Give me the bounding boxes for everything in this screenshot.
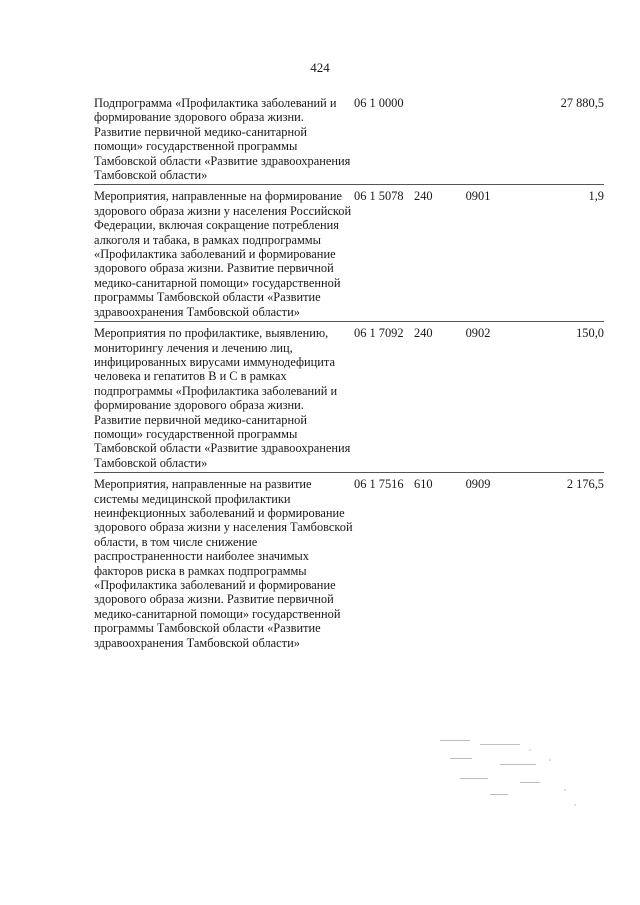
row-code: 06 1 7092 (354, 322, 414, 473)
row-rz (448, 92, 478, 185)
row-rz: 09 (448, 473, 478, 652)
row-vr (414, 92, 448, 185)
table-row (94, 92, 604, 185)
row-amount: 2 176,5 (498, 473, 604, 652)
row-pr (478, 92, 498, 185)
row-code: 06 1 7516 (354, 473, 414, 652)
row-rz: 09 (448, 322, 478, 473)
row-name: Мероприятия по профилактике, выявлению, мониторингу лечения и лечению лиц, инфицированных вирусами иммунодефицита человека и гепатитов В и С в рамках подпрограммы «Профилактика заболеваний и формирование здорового образа жизни. Развитие первичной медико-санитарной помощи» государственной программы Тамбовской области «Развитие здравоохранения Тамбовской области» (94, 322, 354, 473)
row-name: Мероприятия, направленные на формирование здорового образа жизни у населения Российской Федерации, включая сокращение потребления алкоголя и табака, в рамках подпрограммы «Профилактика заболеваний и формирование здорового образа жизни. Развитие первичной медико-санитарной помощи» государственной программы Тамбовской области «Развитие здравоохранения Тамбовской области» (94, 185, 354, 322)
row-amount: 150,0 (498, 322, 604, 473)
row-name: Подпрограмма «Профилактика заболеваний и формирование здорового образа жизни. Развитие первичной медико-санитарной помощи» государственной программы Тамбовской области «Развитие здравоохранения Тамбовской области» (94, 96, 351, 183)
row-amount: 27 880,5 (560, 96, 604, 110)
row-pr: 09 (478, 473, 498, 652)
row-vr: 240 (414, 185, 448, 322)
row-amount: 1,9 (498, 185, 604, 322)
table-row (94, 185, 604, 322)
row-vr: 240 (414, 322, 448, 473)
row-vr: 610 (414, 473, 448, 652)
table-row (94, 473, 604, 652)
row-name: Мероприятия, направленные на развитие системы медицинской профилактики неинфекционных заболеваний и формирование здорового образа жизни у населения Тамбовской области, в том числе снижение распространенности наиболее значимых факторов риска в рамках подпрограммы «Профилактика заболеваний и формирование здорового образа жизни. Развитие первичной медико-санитарной помощи» государственной программы Тамбовской области «Развитие здравоохранения Тамбовской области» (94, 473, 354, 652)
row-code: 06 1 5078 (354, 185, 414, 322)
row-code: 06 1 0000 (354, 96, 404, 110)
row-rz: 09 (448, 185, 478, 322)
row-pr: 02 (478, 322, 498, 473)
page-number: 424 (310, 60, 330, 75)
scan-artifact (430, 720, 590, 820)
budget-table (94, 92, 604, 652)
table-row (94, 322, 604, 473)
row-pr: 01 (478, 185, 498, 322)
